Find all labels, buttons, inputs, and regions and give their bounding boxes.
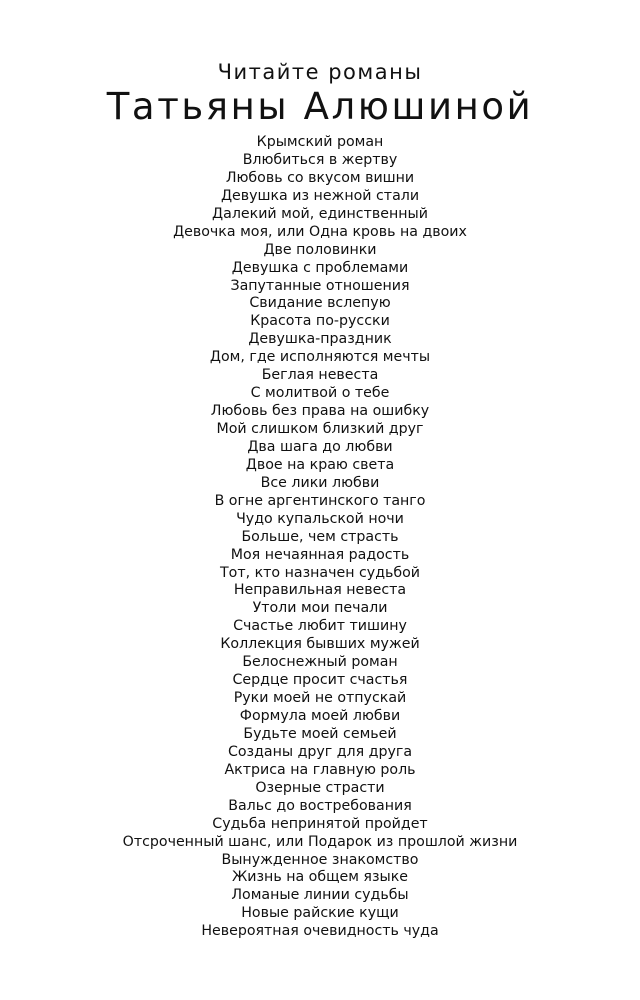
book-title-item: Красота по-русски: [250, 313, 390, 330]
book-title-item: Две половинки: [263, 241, 377, 258]
book-title-item: Девочка моя, или Одна кровь на двоих: [173, 223, 467, 240]
book-title-item: Тот, кто назначен судьбой: [219, 564, 421, 581]
book-title-item: Ломаные линии судьбы: [231, 887, 409, 904]
book-title-item: Формула моей любви: [239, 708, 401, 724]
book-title-item: Руки моей не отпускай: [233, 690, 407, 707]
book-title-item: Будьте моей семьей: [243, 725, 397, 742]
book-title-item: Жизнь на общем языке: [232, 869, 408, 886]
book-title-item: Отсроченный шанс, или Подарок из прошлой жизни: [122, 833, 518, 850]
book-title-item: Крымский роман: [256, 134, 384, 150]
book-title-item: Коллекция бывших мужей: [220, 636, 420, 653]
book-title-item: Мой слишком близкий друг: [216, 421, 424, 437]
book-title-item: Неправильная невеста: [233, 582, 407, 599]
book-title-item: Утоли мои печали: [252, 600, 388, 617]
book-title-item: Дом, где исполняются мечты: [209, 349, 431, 366]
book-title-item: В огне аргентинского танго: [214, 492, 426, 509]
book-title-item: Два шага до любви: [247, 438, 393, 455]
book-title-item: Актриса на главную роль: [224, 761, 416, 778]
book-title-item: Озерные страсти: [255, 779, 385, 796]
book-title-item: Вынужденное знакомство: [221, 851, 419, 868]
book-title-item: Любовь со вкусом вишни: [225, 169, 415, 186]
book-title-item: Моя нечаянная радость: [230, 546, 410, 563]
book-title-item: Девушка с проблемами: [231, 259, 409, 276]
book-title-item: Белоснежный роман: [242, 654, 398, 671]
book-list: [0, 134, 640, 941]
book-title-item: Девушка-праздник: [248, 331, 392, 348]
book-title-item: Вальс до востребования: [228, 797, 412, 814]
book-title-item: Счастье любит тишину: [233, 618, 407, 635]
author-title: Татьяны Алюшиной: [106, 85, 534, 128]
book-title-item: С молитвой о тебе: [250, 385, 390, 402]
book-title-item: Невероятная очевидность чуда: [201, 923, 439, 940]
book-title-item: Чудо купальской ночи: [236, 510, 404, 527]
book-title-item: Любовь без права на ошибку: [210, 403, 430, 420]
book-title-item: Все лики любви: [260, 474, 380, 491]
book-title-item: Сердце просит счастья: [232, 672, 408, 689]
book-title-item: Судьба непринятой пройдет: [212, 815, 428, 832]
book-title-item: Двое на краю света: [245, 456, 395, 473]
book-title-item: Созданы друг для друга: [227, 743, 413, 760]
book-title-item: Новые райские кущи: [241, 905, 399, 922]
book-title-item: Влюбиться в жертву: [242, 151, 398, 168]
book-title-item: Свидание вслепую: [249, 295, 391, 312]
page-subtitle: Читайте романы: [217, 60, 423, 84]
book-title-item: Больше, чем страсть: [241, 528, 399, 545]
book-title-item: Запутанные отношения: [230, 277, 410, 294]
book-title-item: Далекий мой, единственный: [212, 205, 428, 222]
book-title-item: Беглая невеста: [261, 367, 379, 384]
book-title-item: Девушка из нежной стали: [220, 187, 420, 204]
